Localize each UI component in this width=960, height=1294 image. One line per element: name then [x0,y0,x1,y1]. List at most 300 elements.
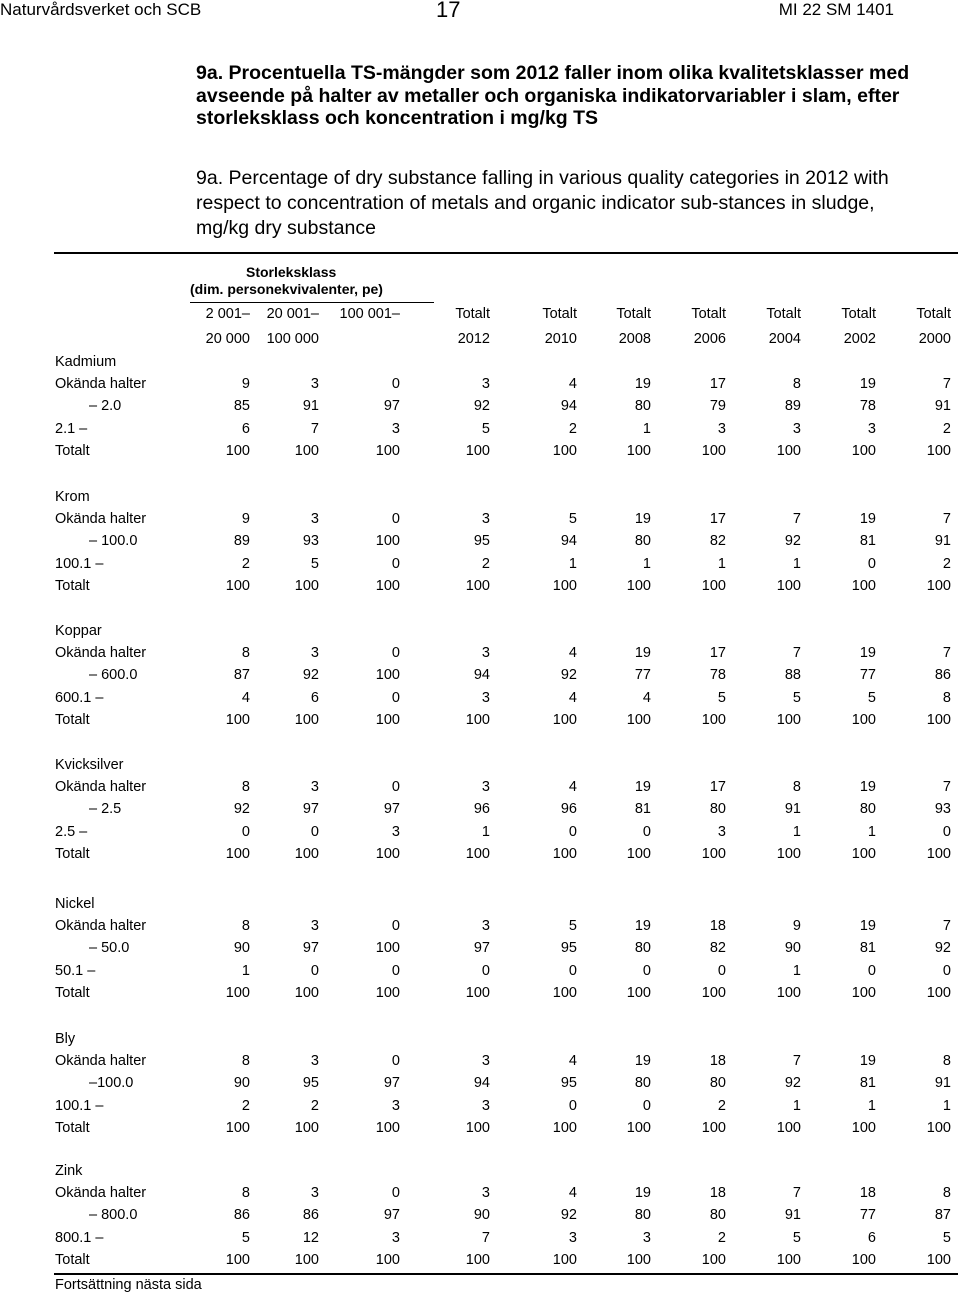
table-row [0,1098,960,1118]
row-label: 100.1 – [55,555,104,572]
table-cell: 4 [568,689,577,706]
table-cell: 100 [926,845,951,862]
table-cell: 1 [241,962,250,979]
table-cell: 80 [709,1207,726,1224]
row-label: Totalt [55,442,90,459]
table-row [0,712,960,732]
table-cell: 19 [634,918,651,935]
table-cell: 3 [867,420,876,437]
table-cell: 2 [310,1097,319,1114]
table-cell: 0 [310,962,319,979]
table-cell: 7 [792,1053,801,1070]
column-header-cell: 100 000 [266,331,319,347]
table-cell: 95 [302,1075,319,1092]
table-cell: 100 [552,577,577,594]
table-cell: 4 [568,376,577,393]
table-cell: 1 [867,1097,876,1114]
table-cell: 6 [241,420,250,437]
table-cell: 97 [473,940,490,957]
row-label: 2.1 – [55,420,88,437]
table-cell: 87 [233,667,250,684]
continuation-note: Fortsättning nästa sida [55,1277,202,1293]
table-cell: 2 [481,555,490,572]
table-row [0,963,960,983]
row-label: – 2.5 [89,801,122,818]
column-group-line2: (dim. personekvivalenter, pe) [190,281,383,297]
table-cell: 3 [481,689,490,706]
table-cell: 8 [241,1185,250,1202]
table-cell: 0 [391,689,400,706]
table-row [0,918,960,938]
table-row [0,1230,960,1250]
table-cell: 85 [233,398,250,415]
table-cell: 0 [391,376,400,393]
table-cell: 100 [225,984,250,1001]
table-cell: 7 [942,511,951,528]
table-cell: 5 [241,1229,250,1246]
column-group-heading [190,264,383,298]
column-header-cell: 2004 [768,331,801,347]
table-cell: 7 [942,918,951,935]
table-cell: 97 [383,801,400,818]
table-cell: 12 [302,1229,319,1246]
table-cell: 100 [776,984,801,1001]
row-label: Totalt [55,984,90,1001]
table-cell: 4 [568,645,577,662]
table-cell: 0 [642,962,651,979]
table-cell: 19 [634,376,651,393]
table-cell: 80 [709,1075,726,1092]
table-cell: 100 [851,711,876,728]
section-title: Koppar [55,623,102,639]
table-cell: 7 [942,779,951,796]
table-cell: 3 [481,376,490,393]
table-cell: 100 [294,442,319,459]
table-cell: 100 [375,667,400,684]
table-row [0,443,960,463]
table-cell: 96 [560,801,577,818]
table-cell: 79 [709,398,726,415]
table-cell: 100 [926,984,951,1001]
table-cell: 100 [626,984,651,1001]
table-cell: 100 [701,1119,726,1136]
table-cell: 97 [302,940,319,957]
table-cell: 100 [626,845,651,862]
table-cell: 91 [784,1207,801,1224]
table-cell: 5 [568,511,577,528]
table-cell: 100 [926,442,951,459]
row-label: – 50.0 [89,940,130,957]
table-cell: 8 [241,1053,250,1070]
table-cell: 100 [701,577,726,594]
table-cell: 8 [942,689,951,706]
table-cell: 2 [241,555,250,572]
table-cell: 81 [859,940,876,957]
table-cell: 100 [776,711,801,728]
table-cell: 95 [473,533,490,550]
table-cell: 1 [642,555,651,572]
table-cell: 19 [859,779,876,796]
table-cell: 7 [942,376,951,393]
table-row [0,824,960,844]
table-row [0,985,960,1005]
table-cell: 3 [481,511,490,528]
table-cell: 100 [851,577,876,594]
table-cell: 8 [241,779,250,796]
table-cell: 100 [776,442,801,459]
table-row [0,1185,960,1205]
table-row [0,645,960,665]
table-cell: 100 [375,533,400,550]
table-row [0,1053,960,1073]
table-cell: 3 [642,1229,651,1246]
table-cell: 7 [942,645,951,662]
column-header-cell: 20 001– [266,306,319,322]
table-cell: 0 [391,779,400,796]
column-header-cell: 2000 [918,331,951,347]
table-cell: 9 [241,511,250,528]
table-cell: 100 [225,442,250,459]
table-cell: 100 [375,442,400,459]
table-cell: 92 [233,801,250,818]
table-cell: 81 [859,1075,876,1092]
table-cell: 100 [851,1251,876,1268]
table-cell: 2 [717,1229,726,1246]
table-cell: 6 [867,1229,876,1246]
table-cell: 97 [383,398,400,415]
table-cell: 17 [709,645,726,662]
table-cell: 3 [391,420,400,437]
table-cell: 100 [375,984,400,1001]
row-label: 800.1 – [55,1229,104,1246]
column-header-cell: 2008 [618,331,651,347]
table-cell: 3 [310,1053,319,1070]
column-header-row-2 [0,331,960,351]
table-cell: 4 [642,689,651,706]
table-cell: 3 [310,376,319,393]
table-cell: 77 [859,667,876,684]
table-cell: 94 [560,533,577,550]
row-label: Totalt [55,1251,90,1268]
table-cell: 100 [851,845,876,862]
column-header-cell: 20 000 [205,331,250,347]
table-cell: 100 [851,1119,876,1136]
table-cell: 19 [859,918,876,935]
table-cell: 19 [634,511,651,528]
table-cell: 7 [481,1229,490,1246]
table-cell: 18 [709,918,726,935]
table-cell: 100 [776,1119,801,1136]
table-cell: 100 [552,442,577,459]
table-row [0,398,960,418]
column-header-row-1 [0,306,960,326]
table-cell: 0 [942,823,951,840]
table-cell: 77 [859,1207,876,1224]
row-label: 600.1 – [55,689,104,706]
table-cell: 78 [709,667,726,684]
table-cell: 19 [859,645,876,662]
table-cell: 8 [792,779,801,796]
column-group-rule [190,302,434,303]
row-label: Okända halter [55,511,147,528]
table-cell: 4 [568,1185,577,1202]
table-row [0,846,960,866]
table-cell: 19 [634,645,651,662]
column-header-cell: Totalt [916,306,951,322]
table-cell: 100 [294,845,319,862]
table-cell: 7 [310,420,319,437]
row-label: Totalt [55,845,90,862]
table-cell: 92 [560,1207,577,1224]
table-cell: 100 [626,577,651,594]
table-cell: 100 [626,442,651,459]
table-cell: 80 [634,533,651,550]
row-label: Okända halter [55,376,147,393]
table-title-swedish: 9a. Procentuella TS-mängder som 2012 faller inom olika kvalitetsklasser med avseende på halter av metaller och organiska indikatorvariabler i slam, efter storleksklass och koncentration i mg/kg TS [196,62,910,129]
table-cell: 96 [473,801,490,818]
column-header-cell: 2010 [544,331,577,347]
table-cell: 100 [294,984,319,1001]
table-bottom-rule [54,1273,958,1275]
table-cell: 100 [926,1119,951,1136]
table-cell: 0 [241,823,250,840]
table-cell: 0 [717,962,726,979]
row-label: Okända halter [55,918,147,935]
table-cell: 0 [942,962,951,979]
column-group-line1: Storleksklass [246,264,337,280]
table-cell: 100 [225,845,250,862]
table-cell: 19 [859,1053,876,1070]
table-cell: 3 [310,645,319,662]
table-cell: 77 [634,667,651,684]
row-label: Totalt [55,1119,90,1136]
table-cell: 18 [709,1185,726,1202]
table-cell: 93 [302,533,319,550]
table-cell: 93 [934,801,951,818]
table-cell: 100 [626,711,651,728]
table-cell: 87 [934,1207,951,1224]
table-cell: 0 [391,645,400,662]
table-cell: 1 [942,1097,951,1114]
table-cell: 100 [465,1119,490,1136]
table-cell: 80 [859,801,876,818]
table-cell: 80 [634,1075,651,1092]
column-header-cell: Totalt [691,306,726,322]
table-cell: 6 [310,689,319,706]
table-cell: 92 [560,667,577,684]
table-cell: 8 [241,918,250,935]
table-cell: 19 [634,1185,651,1202]
row-label: – 600.0 [89,667,138,684]
table-cell: 0 [391,555,400,572]
table-cell: 100 [701,845,726,862]
table-cell: 0 [568,962,577,979]
table-cell: 91 [934,533,951,550]
table-cell: 3 [717,823,726,840]
column-header-cell: 2002 [843,331,876,347]
table-cell: 100 [225,711,250,728]
table-cell: 94 [560,398,577,415]
table-cell: 0 [391,511,400,528]
table-cell: 3 [481,1185,490,1202]
column-header-cell: Totalt [841,306,876,322]
table-cell: 82 [709,940,726,957]
table-cell: 91 [934,1075,951,1092]
table-cell: 100 [851,442,876,459]
table-cell: 3 [310,1185,319,1202]
table-cell: 78 [859,398,876,415]
section-title: Krom [55,489,90,505]
table-cell: 1 [642,420,651,437]
table-cell: 3 [310,779,319,796]
table-cell: 97 [302,801,319,818]
table-row [0,376,960,396]
table-cell: 100 [375,845,400,862]
section-title: Kadmium [55,354,117,370]
table-cell: 92 [302,667,319,684]
table-cell: 100 [294,1251,319,1268]
row-label: –100.0 [89,1075,134,1092]
table-cell: 5 [942,1229,951,1246]
table-cell: 100 [225,1251,250,1268]
table-row [0,511,960,531]
table-cell: 3 [391,1097,400,1114]
table-cell: 92 [784,1075,801,1092]
table-cell: 1 [481,823,490,840]
table-cell: 2 [568,420,577,437]
table-cell: 8 [942,1053,951,1070]
table-row [0,1207,960,1227]
table-cell: 100 [375,1119,400,1136]
table-cell: 92 [934,940,951,957]
table-cell: 3 [391,1229,400,1246]
table-cell: 89 [233,533,250,550]
row-label: Totalt [55,577,90,594]
row-label: 2.5 – [55,823,88,840]
table-cell: 3 [481,918,490,935]
table-row [0,801,960,821]
table-cell: 100 [294,1119,319,1136]
column-header-cell: 2012 [457,331,490,347]
row-label: 50.1 – [55,962,96,979]
table-cell: 4 [568,1053,577,1070]
table-cell: 9 [241,376,250,393]
table-top-rule [54,252,958,254]
row-label: – 800.0 [89,1207,138,1224]
table-cell: 2 [942,420,951,437]
table-cell: 100 [701,984,726,1001]
table-row [0,578,960,598]
table-cell: 7 [792,645,801,662]
table-row [0,1252,960,1272]
row-label: Okända halter [55,1053,147,1070]
table-cell: 0 [642,823,651,840]
table-cell: 1 [792,962,801,979]
table-cell: 100 [552,1251,577,1268]
table-cell: 100 [225,577,250,594]
table-cell: 97 [383,1075,400,1092]
row-label: Totalt [55,711,90,728]
row-label: 100.1 – [55,1097,104,1114]
table-cell: 82 [709,533,726,550]
table-cell: 1 [792,555,801,572]
section-title: Kvicksilver [55,757,124,773]
table-cell: 86 [302,1207,319,1224]
table-row [0,421,960,441]
table-row [0,667,960,687]
table-cell: 80 [634,940,651,957]
table-title-english: 9a. Percentage of dry substance falling in various quality categories in 2012 with respect to concentration of metals and organic indicator sub-stances in sludge, mg/kg dry substance [196,167,889,239]
table-cell: 5 [568,918,577,935]
table-cell: 3 [568,1229,577,1246]
table-cell: 80 [634,398,651,415]
table-cell: 97 [383,1207,400,1224]
table-cell: 81 [634,801,651,818]
section-title: Nickel [55,896,95,912]
table-cell: 94 [473,1075,490,1092]
table-cell: 100 [701,1251,726,1268]
table-cell: 100 [701,711,726,728]
table-cell: 2 [241,1097,250,1114]
table-cell: 5 [310,555,319,572]
table-cell: 100 [926,1251,951,1268]
row-label: Okända halter [55,1185,147,1202]
table-cell: 3 [481,1053,490,1070]
table-cell: 1 [717,555,726,572]
table-cell: 0 [867,962,876,979]
table-cell: 5 [792,689,801,706]
table-cell: 100 [552,984,577,1001]
table-cell: 100 [375,577,400,594]
table-cell: 0 [568,823,577,840]
table-cell: 90 [233,940,250,957]
table-cell: 91 [934,398,951,415]
table-cell: 5 [792,1229,801,1246]
table-cell: 5 [481,420,490,437]
section-title: Zink [55,1163,83,1179]
table-cell: 4 [241,689,250,706]
table-cell: 2 [717,1097,726,1114]
row-label: – 2.0 [89,398,122,415]
table-cell: 9 [792,918,801,935]
table-cell: 17 [709,376,726,393]
table-cell: 0 [391,1053,400,1070]
table-cell: 5 [867,689,876,706]
table-cell: 80 [634,1207,651,1224]
table-cell: 7 [792,1185,801,1202]
table-cell: 1 [792,1097,801,1114]
table-cell: 3 [310,511,319,528]
table-cell: 100 [465,984,490,1001]
table-cell: 100 [926,711,951,728]
table-cell: 100 [552,845,577,862]
table-cell: 1 [568,555,577,572]
table-cell: 95 [560,940,577,957]
table-cell: 100 [465,1251,490,1268]
table-cell: 8 [792,376,801,393]
table-cell: 100 [926,577,951,594]
page-number: 17 [436,0,461,22]
table-cell: 19 [859,376,876,393]
table-row [0,940,960,960]
header-publisher: Naturvårdsverket och SCB [0,0,202,19]
table-cell: 100 [465,845,490,862]
table-cell: 0 [391,1185,400,1202]
table-row [0,533,960,553]
table-cell: 3 [481,1097,490,1114]
table-cell: 1 [792,823,801,840]
row-label: Okända halter [55,645,147,662]
